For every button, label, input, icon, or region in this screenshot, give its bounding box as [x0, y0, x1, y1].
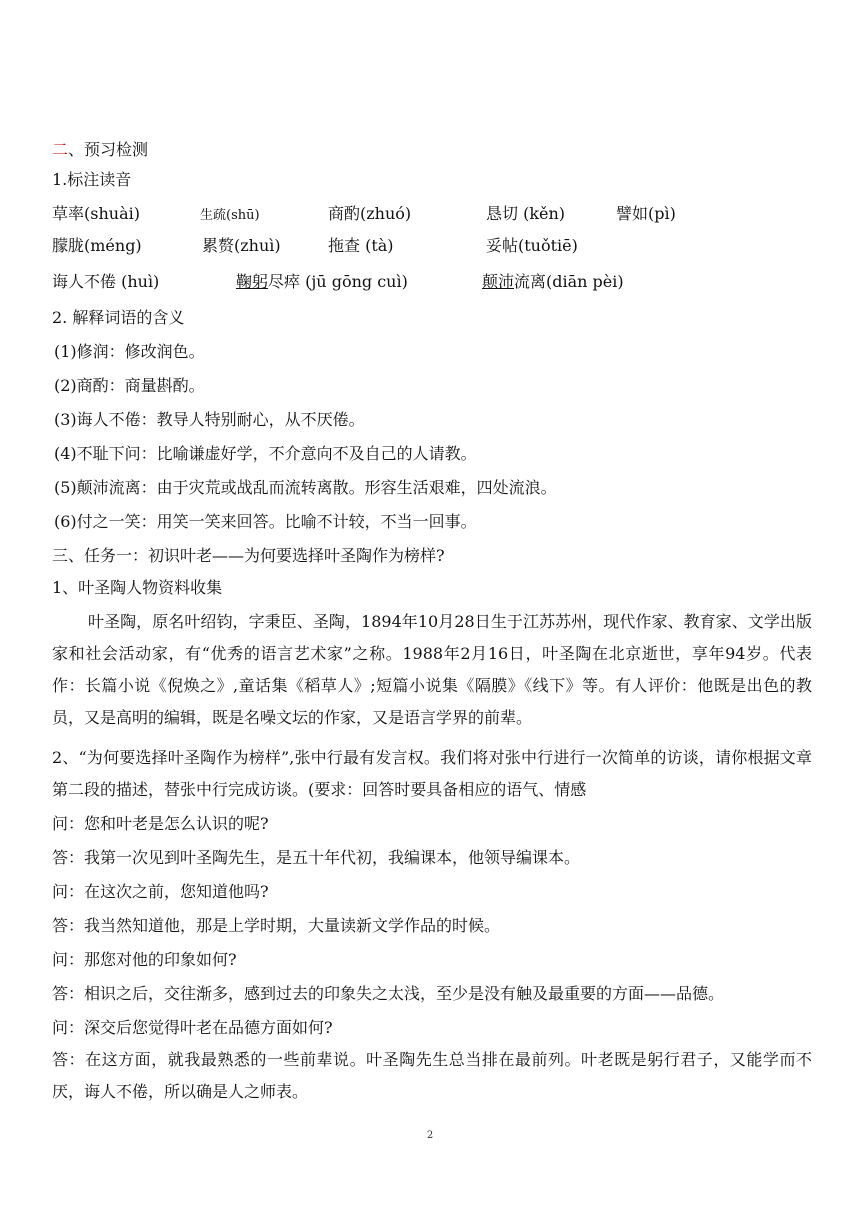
pinyin-item: 拖查 (tà)	[328, 236, 394, 255]
interview-line: 问：在这次之前，您知道他吗?	[52, 882, 269, 901]
bio-paragraph: 叶圣陶，原名叶绍钧，字秉臣、圣陶，1894年10月28日生于江苏苏州，现代作家、教育家、文学出版家和社会活动家，有“优秀的语言艺术家”之称。1988年2月16日，叶圣陶在北京逝世，享年94岁。代表作：长篇小说《倪焕之》,童话集《稻草人》;短篇小说集《隔膜》《线下》等。有人评价：他既是出色的教员，又是高明的编辑，既是名噪文坛的作家，又是语言学界的前辈。	[52, 612, 812, 727]
vocab-item: (2)商酌：商量斟酌。	[54, 376, 205, 395]
interview-line: 问：那您对他的印象如何?	[52, 950, 237, 969]
pinyin-item: 妥帖(tuǒtiē)	[486, 236, 578, 255]
vocab-item: (5)颠沛流离：由于灾荒或战乱而流转离散。形容生活艰难，四处流浪。	[54, 478, 557, 497]
pinyin-item: 诲人不倦 (huì)	[52, 272, 160, 291]
vocab-subtitle: 2. 解释词语的含义	[52, 308, 185, 327]
pinyin-item: 恳切 (kěn)	[486, 204, 566, 223]
interview-last-answer: 答：在这方面，就我最熟悉的一些前辈说。叶圣陶先生总当排在最前列。叶老既是躬行君子，又能学而不厌，诲人不倦，所以确是人之师表。	[52, 1050, 812, 1101]
pinyin-item: 鞠躬尽瘁 (jū gōng cuì)	[236, 272, 408, 291]
interview-line: 问：深交后您觉得叶老在品德方面如何?	[52, 1018, 333, 1037]
interview-line: 答：我当然知道他，那是上学时期，大量读新文学作品的时候。	[52, 916, 501, 935]
vocab-item: (4)不耻下问：比喻谦虚好学，不介意向不及自己的人请教。	[54, 444, 477, 463]
interview-intro: 2、“为何要选择叶圣陶作为榜样”,张中行最有发言权。我们将对张中行进行一次简单的访谈，请你根据文章第二段的描述，替张中行完成访谈。(要求：回答时要具备相应的语气、情感	[52, 748, 812, 799]
pinyin-item: 生疏(shū)	[200, 208, 260, 223]
page-number: 2	[426, 1130, 434, 1141]
heading-number: 二	[52, 140, 69, 159]
pinyin-item: 颠沛流离(diān pèi)	[482, 272, 624, 291]
pinyin-item: 朦胧(méng)	[52, 236, 142, 255]
underlined-word: 颠沛	[482, 272, 515, 291]
vocab-item: (1)修润：修改润色。	[54, 342, 205, 361]
pinyin-subtitle: 1.标注读音	[52, 170, 132, 189]
pinyin-item: 累赘(zhuì)	[202, 236, 281, 255]
vocab-item: (6)付之一笑：用笑一笑来回答。比喻不计较，不当一回事。	[54, 512, 477, 531]
pinyin-item: 草率(shuài)	[52, 204, 140, 223]
section-heading-task1: 三、任务一：初识叶老——为何要选择叶圣陶作为榜样?	[52, 546, 445, 565]
interview-line: 答：相识之后，交往渐多，感到过去的印象失之太浅，至少是没有触及最重要的方面——品德。	[52, 984, 725, 1003]
underlined-word: 鞠躬	[236, 272, 269, 291]
interview-line: 答：我第一次见到叶圣陶先生，是五十年代初，我编课本，他领导编课本。	[52, 848, 581, 867]
pinyin-item: 商酌(zhuó)	[328, 204, 412, 223]
subheading-bio: 1、叶圣陶人物资料收集	[52, 578, 223, 597]
interview-line: 问：您和叶老是怎么认识的呢?	[52, 814, 269, 833]
pinyin-item: 譬如(pì)	[616, 204, 676, 223]
section-heading-preview	[52, 140, 148, 160]
vocab-item: (3)诲人不倦：教导人特别耐心，从不厌倦。	[54, 410, 365, 429]
heading-text: 、预习检测	[68, 140, 149, 159]
